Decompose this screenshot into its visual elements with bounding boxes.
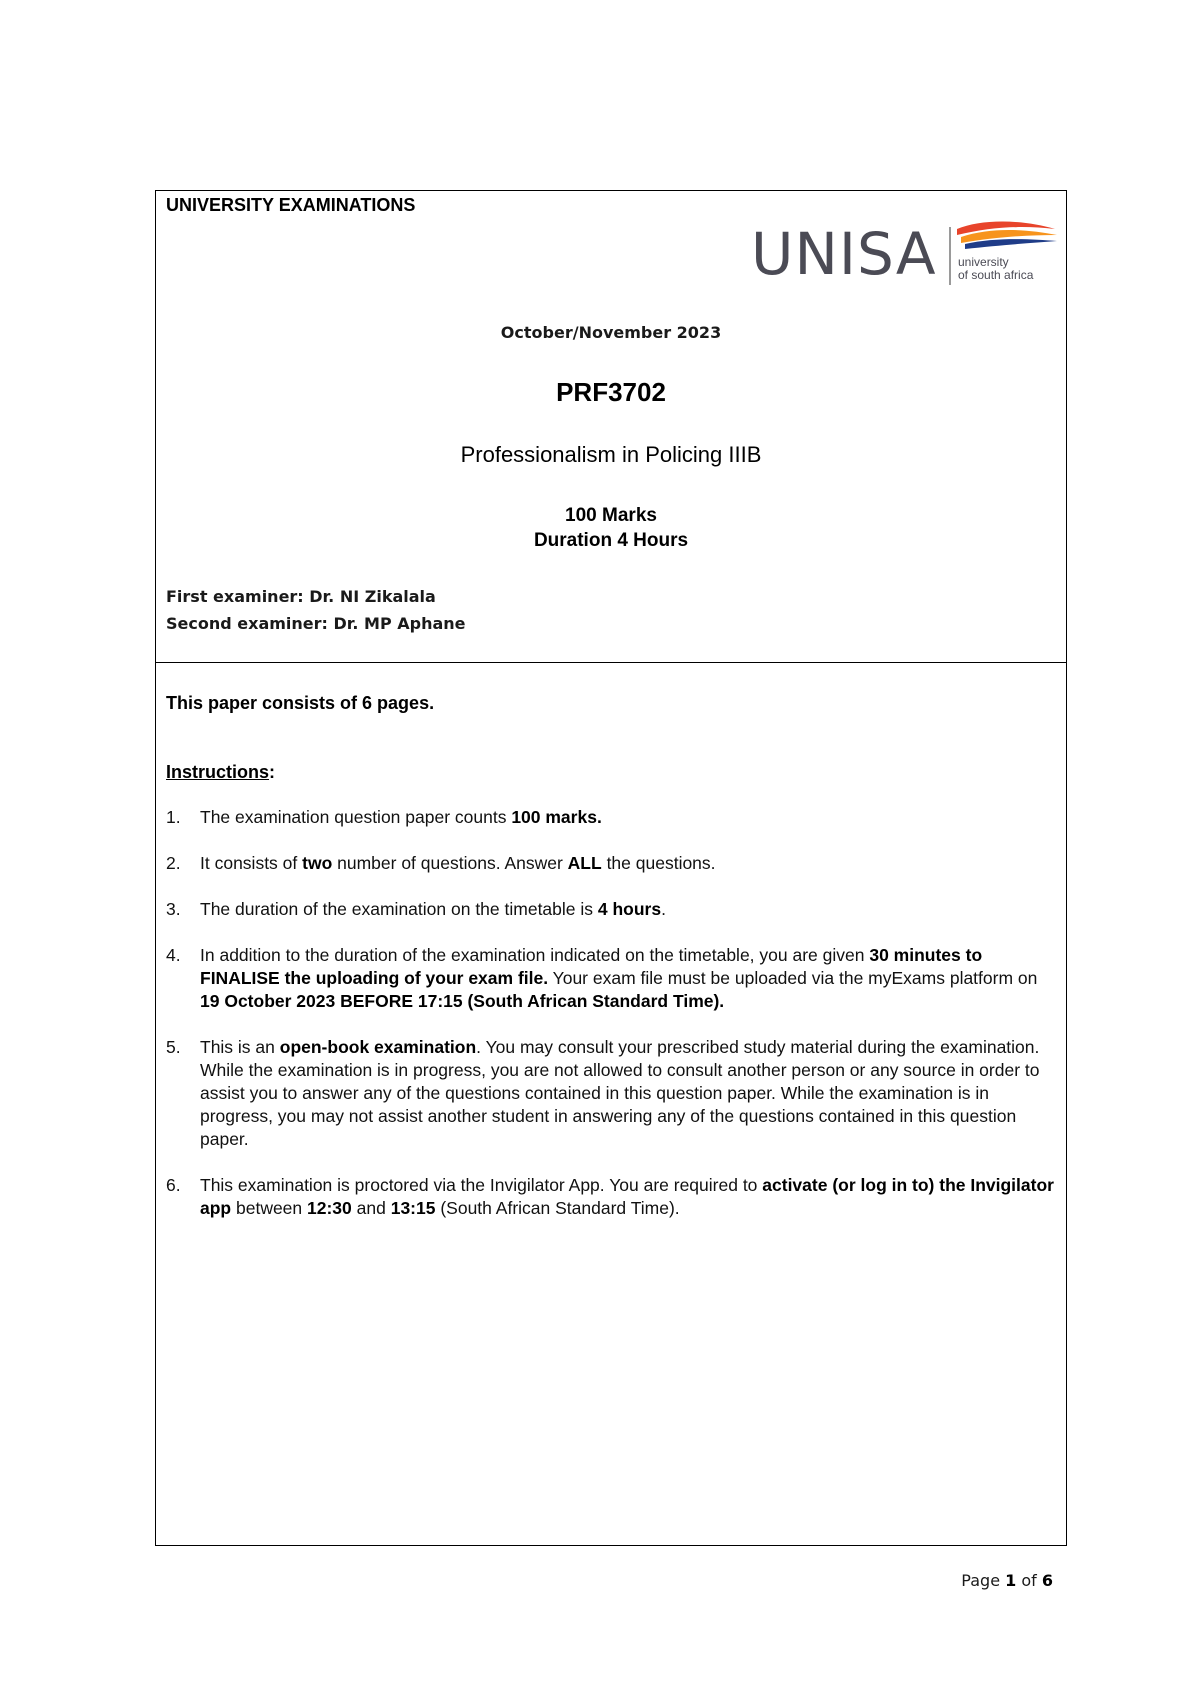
page-number: [961, 1571, 1053, 1590]
module-name: Professionalism in Policing IIIB: [460, 442, 762, 467]
instruction-item: [166, 1036, 1056, 1151]
cover-header-section: [156, 191, 1066, 663]
instruction-text: the questions.: [601, 853, 716, 873]
instruction-text: This examination is proctored via the Invigilator App. You are required to: [200, 1175, 763, 1195]
instruction-item: [166, 806, 1056, 829]
instruction-number: 2.: [166, 853, 181, 873]
instruction-text: between: [231, 1198, 308, 1218]
instruction-text: It consists of: [200, 853, 303, 873]
of-word: of: [1016, 1571, 1042, 1590]
instruction-item: [166, 898, 1056, 921]
instruction-item: [166, 852, 1056, 875]
instructions-heading: [166, 762, 275, 783]
instruction-text: .: [661, 899, 666, 919]
instruction-text: This is an: [200, 1037, 280, 1057]
page-count-note: This paper consists of 6 pages.: [166, 693, 435, 713]
instruction-text: number of questions. Answer: [332, 853, 568, 873]
instruction-number: 6.: [166, 1175, 181, 1195]
instruction-text: In addition to the duration of the examination indicated on the timetable, you are given: [200, 945, 870, 965]
instruction-item: [166, 1174, 1056, 1220]
instruction-number: 4.: [166, 945, 181, 965]
module-code: PRF3702: [556, 377, 666, 407]
exam-session: October/November 2023: [500, 323, 722, 342]
instruction-number: 3.: [166, 899, 181, 919]
logo-swoosh-icon: [951, 221, 1061, 255]
university-examinations-label: UNIVERSITY EXAMINATIONS: [166, 195, 416, 215]
instructions-list: [166, 806, 1056, 1243]
examiners: [166, 583, 466, 637]
instruction-emphasis: 13:15: [390, 1198, 436, 1218]
marks-duration: [156, 503, 1066, 553]
unisa-logo: [751, 221, 1061, 291]
logo-wordmark: UNISA: [751, 220, 937, 288]
cover-frame: [155, 190, 1067, 1546]
instruction-emphasis: 100 marks.: [511, 807, 602, 827]
instruction-text: and: [351, 1198, 391, 1218]
logo-sub-line1: university: [958, 255, 1009, 269]
page-word: Page: [961, 1571, 1006, 1590]
instruction-number: 1.: [166, 807, 181, 827]
instruction-emphasis: open-book examination: [279, 1037, 477, 1057]
instruction-text: Your exam file must be uploaded via the myExams platform on: [548, 968, 1038, 988]
current-page: 1: [1005, 1571, 1017, 1590]
instruction-text: The examination question paper counts: [200, 807, 512, 827]
instruction-emphasis: two: [302, 853, 333, 873]
instruction-emphasis: ALL: [567, 853, 602, 873]
instruction-emphasis: 30 minutes to FINALISE the uploading of your exam file.: [200, 945, 983, 988]
instruction-emphasis: activate (or log in to) the Invigilator app: [200, 1175, 1054, 1218]
instruction-text: . You may consult your prescribed study material during the examination. While the examination is in progress, you are not allowed to consult another person or any source in order to assist you to answer any of the questions contained in this question paper. While the examination is in progress, you may not assist another student in answering any of the questions contained in this question paper.: [200, 1037, 1040, 1149]
instruction-text: (South African Standard Time).: [435, 1198, 680, 1218]
second-examiner: Second examiner: Dr. MP Aphane: [166, 614, 466, 633]
total-marks: 100 Marks: [565, 505, 657, 526]
instruction-emphasis: 12:30: [307, 1198, 352, 1218]
total-pages: 6: [1041, 1571, 1053, 1590]
logo-subtitle: [958, 256, 1033, 282]
instruction-number: 5.: [166, 1037, 181, 1057]
instruction-emphasis: 19 October 2023 BEFORE 17:15 (South African Standard Time).: [200, 991, 725, 1011]
first-examiner: First examiner: Dr. NI Zikalala: [166, 587, 436, 606]
instruction-text: The duration of the examination on the timetable is: [200, 899, 598, 919]
instruction-emphasis: 4 hours: [597, 899, 662, 919]
instructions-colon: :: [269, 762, 276, 782]
instruction-item: [166, 944, 1056, 1013]
duration: Duration 4 Hours: [533, 530, 689, 551]
instructions-title: Instructions: [166, 762, 270, 782]
logo-sub-line2: of south africa: [958, 268, 1034, 282]
